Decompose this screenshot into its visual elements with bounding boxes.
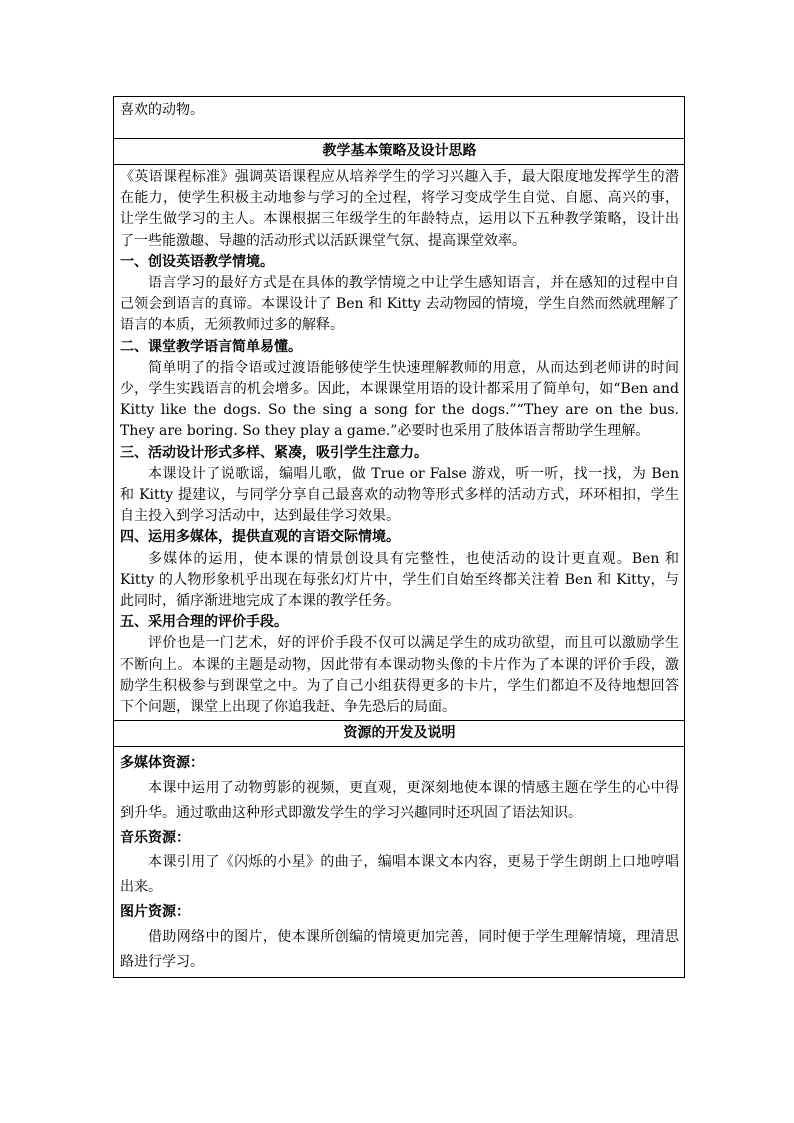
resources-content-cell <box>114 746 684 977</box>
resources-header: 资源的开发及说明 <box>114 720 684 746</box>
section-4-title: 四、运用多媒体，提供直观的言语交际情境。 <box>120 529 400 546</box>
section-3-body: 本课设计了说歌谣，编唱儿歌，做 True or False 游戏，听一听，找一找，为 Ben 和 Kitty 提建议，与同学分享自己最喜欢的动物等形式多样的活动方式，环环相扣，学生自主投入到学习活动中，达到最佳学习效果。 <box>120 465 679 525</box>
continued-text-cell <box>114 97 684 138</box>
section-2-body: 简单明了的指令语或过渡语能够使学生快速理解教师的用意，从而达到老师讲的时间少，学生实践语言的机会增多。因此，本课课堂用语的设计都采用了简单句，如“Ben and Kitty like the dogs. So the sing a song for the dogs.”“They are on the bus. They are boring. So they play a game.”必要时也采用了肢体语言帮助学生理解。 <box>120 359 679 440</box>
resource-image-body: 借助网络中的图片，使本课所创编的情境更加完善，同时便于学生理解情境，理清思路进行学习。 <box>120 928 679 970</box>
section-5-body: 评价也是一门艺术，好的评价手段不仅可以满足学生的成功欲望，而且可以激励学生不断向上。本课的主题是动物，因此带有本课动物头像的卡片作为了本课的评价手段，激励学生积极参与到课堂之中。为了自己小组获得更多的卡片，学生们都迫不及待地想回答下个问题，课堂上出现了你追我赶、争先恐后的局面。 <box>120 635 679 716</box>
resource-multimedia-body: 本课中运用了动物剪影的视频，更直观，更深刻地使本课的情感主题在学生的心中得到升华。通过歌曲这种形式即激发学生的学习兴趣同时还巩固了语法知识。 <box>120 780 679 821</box>
section-1-body: 语言学习的最好方式是在具体的教学情境之中让学生感知语言，并在感知的过程中自己领会到语言的真谛。本课设计了 Ben 和 Kitty 去动物园的情境，学生自然而然就理解了语言的本质，无须教师过多的解释。 <box>120 275 679 334</box>
resource-image-title: 图片资源： <box>120 904 190 921</box>
resource-multimedia-title: 多媒体资源： <box>120 755 204 772</box>
strategy-content-cell <box>114 164 684 720</box>
strategy-header: 教学基本策略及设计思路 <box>114 138 684 164</box>
section-1-title: 一、创设英语教学情境。 <box>120 253 274 270</box>
strategy-intro: 《英语课程标准》强调英语课程应从培养学生的学习兴趣入手，最大限度地发挥学生的潜在能力，使学生积极主动地参与学习的全过程，将学习变成学生自觉、自愿、高兴的事，让学生做学习的主人。本课根据三年级学生的年龄特点，运用以下五种教学策略，设计出了一些能激趣、导趣的活动形式以活跃课堂气氛、提高课堂效率。 <box>120 169 679 249</box>
section-2-title: 二、课堂教学语言简单易懂。 <box>120 338 302 355</box>
lesson-plan-table <box>113 96 685 978</box>
continued-text: 喜欢的动物。 <box>120 102 204 118</box>
section-4-body: 多媒体的运用，使本课的情景创设具有完整性，也使活动的设计更直观。Ben 和 Kitty 的人物形象机乎出现在每张幻灯片中，学生们自始至终都关注着 Ben 和 Kitty，与此同时，循序渐进地完成了本课的教学任务。 <box>120 550 679 610</box>
resource-music-title: 音乐资源： <box>120 829 190 846</box>
section-3-title: 三、活动设计形式多样、紧凑，吸引学生注意力。 <box>120 444 428 461</box>
resource-music-body: 本课引用了《闪烁的小星》的曲子，编唱本课文本内容，更易于学生朗朗上口地哼唱出来。 <box>120 854 679 896</box>
section-5-title: 五、采用合理的评价手段。 <box>120 614 288 631</box>
